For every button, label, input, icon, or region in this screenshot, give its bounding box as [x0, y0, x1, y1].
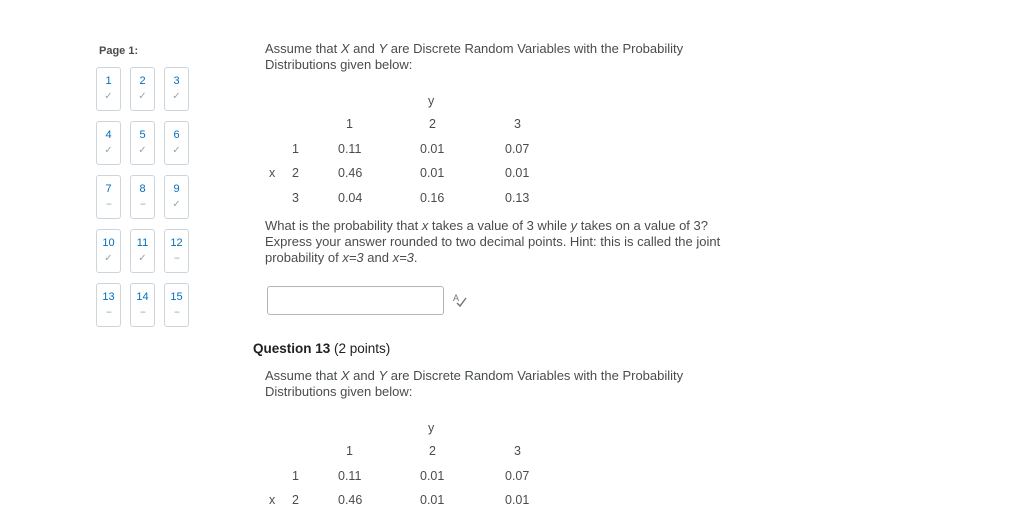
nav-question-15[interactable] — [164, 283, 189, 327]
nav-question-7[interactable] — [96, 175, 121, 219]
column-variable-label: y — [428, 421, 435, 435]
answered-check-icon: ✓ — [172, 145, 181, 156]
answered-check-icon: ✓ — [138, 253, 147, 264]
spell-check-icon[interactable] — [452, 292, 468, 308]
answered-check-icon: ✓ — [138, 145, 147, 156]
row-header: 2 — [292, 493, 299, 507]
column-header: 1 — [346, 444, 353, 458]
unanswered-dash-icon: -- — [106, 307, 111, 318]
table-cell: 0.11 — [338, 469, 362, 483]
question-number: 11 — [136, 237, 149, 249]
q13-header: Question 13 (2 points) — [253, 341, 391, 356]
page-label: Page 1: — [99, 45, 139, 57]
row-variable-label: x — [269, 166, 276, 180]
row-header: 3 — [292, 191, 299, 205]
question-number: 12 — [170, 237, 183, 249]
nav-question-13[interactable] — [96, 283, 121, 327]
table-cell: 0.04 — [338, 191, 363, 205]
question-number: 15 — [170, 291, 183, 303]
nav-question-14[interactable] — [130, 283, 155, 327]
nav-question-10[interactable] — [96, 229, 121, 273]
question-number: 8 — [139, 183, 146, 195]
question-number: 4 — [105, 129, 112, 141]
unanswered-dash-icon: -- — [174, 253, 179, 264]
nav-question-5[interactable] — [130, 121, 155, 165]
answered-check-icon: ✓ — [104, 145, 113, 156]
row-header: 1 — [292, 469, 299, 483]
unanswered-dash-icon: -- — [140, 307, 145, 318]
answered-check-icon: ✓ — [104, 91, 113, 102]
answered-check-icon: ✓ — [104, 253, 113, 264]
nav-question-8[interactable] — [130, 175, 155, 219]
question-number: 6 — [173, 129, 180, 141]
unanswered-dash-icon: -- — [106, 199, 111, 210]
table-cell: 0.01 — [505, 166, 530, 180]
table-cell: 0.07 — [505, 142, 530, 156]
column-header: 2 — [429, 117, 436, 131]
answered-check-icon: ✓ — [138, 91, 147, 102]
nav-question-4[interactable] — [96, 121, 121, 165]
nav-question-12[interactable] — [164, 229, 189, 273]
q12-intro: Assume that X and Y are Discrete Random Variables with the Probability Distributions given below: — [265, 41, 684, 72]
table-cell: 0.13 — [505, 191, 530, 205]
row-header: 1 — [292, 142, 299, 156]
column-header: 3 — [514, 444, 521, 458]
answered-check-icon: ✓ — [172, 91, 181, 102]
answered-check-icon: ✓ — [172, 199, 181, 210]
table-cell: 0.46 — [338, 493, 363, 507]
row-variable-label: x — [269, 493, 276, 507]
nav-question-2[interactable] — [130, 67, 155, 111]
q12-answer-input[interactable] — [267, 286, 444, 315]
table-cell: 0.01 — [420, 469, 445, 483]
nav-question-9[interactable] — [164, 175, 189, 219]
q13-intro: Assume that X and Y are Discrete Random Variables with the Probability Distributions given below: — [265, 368, 684, 399]
question-number: 10 — [102, 237, 115, 249]
question-number: 5 — [139, 129, 146, 141]
question-number: 14 — [136, 291, 149, 303]
table-cell: 0.11 — [338, 142, 362, 156]
column-header: 3 — [514, 117, 521, 131]
column-header: 1 — [346, 117, 353, 131]
nav-question-6[interactable] — [164, 121, 189, 165]
nav-question-3[interactable] — [164, 67, 189, 111]
table-cell: 0.01 — [505, 493, 530, 507]
table-cell: 0.07 — [505, 469, 530, 483]
question-number: 1 — [105, 75, 112, 87]
unanswered-dash-icon: -- — [174, 307, 179, 318]
q12-question-text: What is the probability that x takes a value of 3 while y takes on a value of 3? Express your answer rounded to two decimal points. Hint: this is called the joint probability of x=3 and x=3. — [265, 218, 721, 265]
column-variable-label: y — [428, 94, 435, 108]
column-header: 2 — [429, 444, 436, 458]
nav-question-1[interactable] — [96, 67, 121, 111]
nav-question-11[interactable] — [130, 229, 155, 273]
question-number: 3 — [173, 75, 180, 87]
question-number: 9 — [173, 183, 180, 195]
row-header: 2 — [292, 166, 299, 180]
table-cell: 0.01 — [420, 493, 445, 507]
table-cell: 0.16 — [420, 191, 445, 205]
question-number: 13 — [102, 291, 115, 303]
question-number: 2 — [139, 75, 146, 87]
question-number: 7 — [105, 183, 112, 195]
table-cell: 0.46 — [338, 166, 363, 180]
table-cell: 0.01 — [420, 166, 445, 180]
table-cell: 0.01 — [420, 142, 445, 156]
unanswered-dash-icon: -- — [140, 199, 145, 210]
svg-text:A: A — [453, 293, 460, 303]
